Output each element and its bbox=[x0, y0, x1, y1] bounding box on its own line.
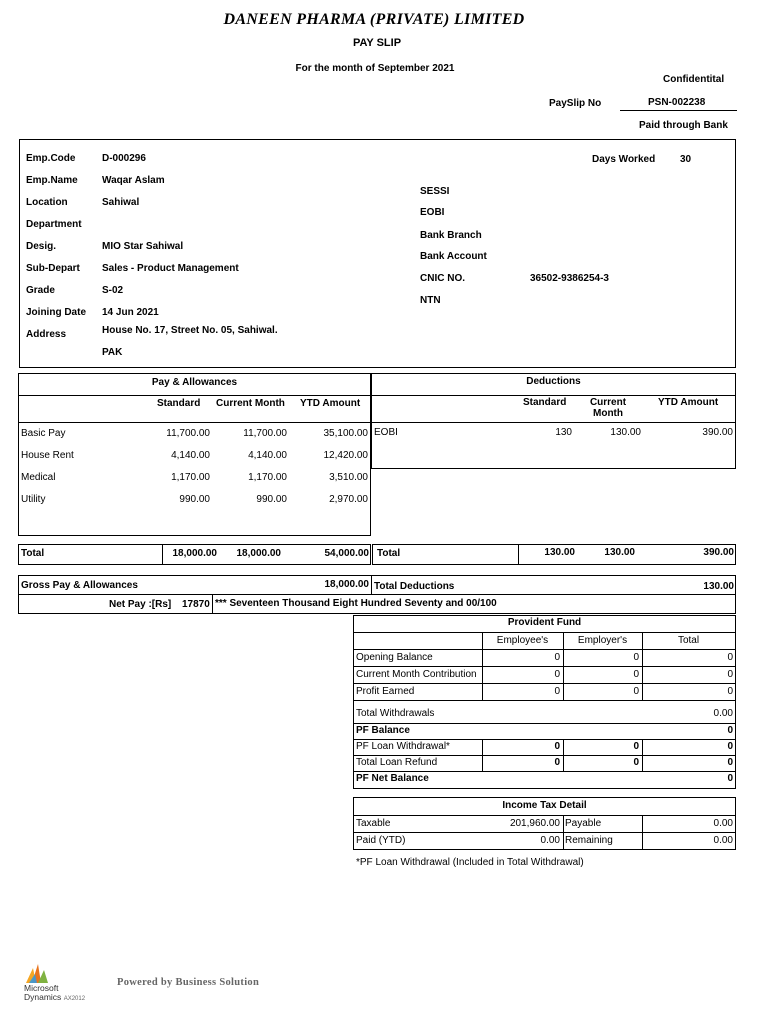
pf-loan-withdrawal-employee: 0 bbox=[554, 741, 560, 752]
allowances-title: Pay & Allowances bbox=[151, 377, 238, 388]
allowance-ytd: 3,510.00 bbox=[329, 472, 368, 483]
cnic-value: 36502-9386254-3 bbox=[530, 273, 609, 284]
logo-version: AX2012 bbox=[63, 996, 86, 1002]
allowance-current: 1,170.00 bbox=[248, 472, 287, 483]
department-label: Department bbox=[26, 219, 82, 230]
sub-department-value: Sales - Product Management bbox=[102, 263, 239, 274]
pf-row-total: 0 bbox=[727, 652, 733, 663]
deductions-total-ytd: 390.00 bbox=[703, 547, 734, 558]
pf-divider bbox=[354, 771, 735, 772]
allowance-standard: 4,140.00 bbox=[171, 450, 210, 461]
tax-divider bbox=[354, 815, 735, 816]
allowance-ytd: 12,420.00 bbox=[323, 450, 368, 461]
deductions-col-current-1: Current bbox=[589, 397, 627, 408]
allowance-standard: 11,700.00 bbox=[166, 428, 210, 439]
gross-pay-value: 18,000.00 bbox=[324, 579, 369, 590]
summary-divider bbox=[19, 594, 735, 595]
pf-col-employee: Employee's bbox=[496, 635, 549, 646]
allowances-col-standard: Standard bbox=[157, 398, 201, 409]
summary-mid-divider bbox=[371, 576, 372, 594]
eobi-label: EOBI bbox=[420, 207, 445, 218]
allowance-ytd: 35,100.00 bbox=[323, 428, 368, 439]
dynamics-logo-icon bbox=[24, 962, 50, 984]
pf-title: Provident Fund bbox=[507, 617, 582, 628]
allowances-total-divider bbox=[162, 545, 163, 564]
confidential-label: Confidentital bbox=[663, 74, 725, 85]
pf-col-total: Total bbox=[677, 635, 700, 646]
allowance-name: House Rent bbox=[21, 450, 74, 461]
pf-divider bbox=[354, 739, 735, 740]
allowances-total-label: Total bbox=[21, 548, 45, 559]
designation-label: Desig. bbox=[26, 241, 57, 252]
pf-loan-withdrawal-label: PF Loan Withdrawal* bbox=[356, 741, 450, 752]
location-value: Sahiwal bbox=[102, 197, 140, 208]
payslip-no: PSN-002238 bbox=[648, 97, 706, 108]
pf-balance-value: 0 bbox=[727, 725, 733, 736]
deduction-standard: 130 bbox=[555, 427, 572, 438]
pf-row-name: Profit Earned bbox=[356, 686, 415, 697]
employee-info-box bbox=[19, 139, 736, 368]
bank-branch-label: Bank Branch bbox=[420, 230, 482, 241]
taxable-label: Taxable bbox=[356, 818, 391, 829]
company-name: DANEEN PHARMA (PRIVATE) LIMITED bbox=[223, 11, 525, 28]
allowance-current: 990.00 bbox=[256, 494, 287, 505]
pay-month: For the month of September 2021 bbox=[295, 63, 455, 74]
deductions-total-current: 130.00 bbox=[604, 547, 635, 558]
days-worked-label: Days Worked bbox=[592, 154, 656, 165]
net-pay-words: *** Seventeen Thousand Eight Hundred Seventy and 00/100 bbox=[215, 598, 497, 609]
pf-divider bbox=[354, 700, 735, 701]
pf-divider bbox=[354, 666, 735, 667]
deductions-col-current-2: Month bbox=[593, 408, 623, 419]
allowance-current: 11,700.00 bbox=[243, 428, 287, 439]
joining-date-value: 14 Jun 2021 bbox=[102, 307, 159, 318]
pf-divider bbox=[354, 755, 735, 756]
pf-row-employer: 0 bbox=[633, 652, 639, 663]
emp-name-value: Waqar Aslam bbox=[102, 175, 165, 186]
address-country: PAK bbox=[102, 347, 123, 358]
allowances-table bbox=[18, 373, 371, 536]
payslip-no-label: PaySlip No bbox=[549, 98, 602, 109]
pf-row-employee: 0 bbox=[554, 669, 560, 680]
pf-net-balance-label: PF Net Balance bbox=[356, 773, 429, 784]
pf-row-employer: 0 bbox=[633, 686, 639, 697]
allowances-total-ytd: 54,000.00 bbox=[324, 548, 369, 559]
pf-col-employer: Employer's bbox=[577, 635, 628, 646]
allowance-name: Medical bbox=[21, 472, 56, 483]
allowances-col-ytd: YTD Amount bbox=[300, 398, 361, 409]
allowances-col-current: Current Month bbox=[216, 398, 285, 409]
pf-row-employee: 0 bbox=[554, 652, 560, 663]
deductions-table bbox=[371, 373, 736, 469]
deduction-current: 130.00 bbox=[610, 427, 641, 438]
pf-loan-withdrawal-total: 0 bbox=[727, 741, 733, 752]
pf-loan-refund-employee: 0 bbox=[554, 757, 560, 768]
pf-row-total: 0 bbox=[727, 686, 733, 697]
remaining-value: 0.00 bbox=[713, 835, 733, 846]
payable-value: 0.00 bbox=[713, 818, 733, 829]
logo-line1: Microsoft bbox=[24, 983, 59, 993]
address-value: House No. 17, Street No. 05, Sahiwal. bbox=[102, 325, 278, 336]
remaining-label: Remaining bbox=[565, 835, 613, 846]
gross-pay-label: Gross Pay & Allowances bbox=[21, 580, 138, 591]
allowances-total-standard: 18,000.00 bbox=[172, 548, 217, 559]
pf-total-withdrawals-value: 0.00 bbox=[713, 708, 733, 719]
total-deductions-label: Total Deductions bbox=[374, 581, 455, 592]
pf-row-name: Current Month Contribution bbox=[356, 669, 477, 680]
income-tax-table bbox=[353, 797, 736, 850]
location-label: Location bbox=[26, 197, 68, 208]
days-worked-value: 30 bbox=[680, 154, 692, 165]
dynamics-logo-text bbox=[24, 984, 85, 1004]
sub-department-label: Sub-Depart bbox=[26, 263, 80, 274]
allowances-total-current: 18,000.00 bbox=[236, 548, 281, 559]
allowance-current: 4,140.00 bbox=[248, 450, 287, 461]
logo-line2: Dynamics bbox=[24, 992, 62, 1002]
grade-label: Grade bbox=[26, 285, 55, 296]
bank-account-label: Bank Account bbox=[420, 251, 487, 262]
pf-divider bbox=[354, 632, 735, 633]
pf-loan-refund-label: Total Loan Refund bbox=[356, 757, 438, 768]
total-deductions-value: 130.00 bbox=[703, 581, 734, 592]
deductions-total-label: Total bbox=[377, 548, 401, 559]
allowance-standard: 1,170.00 bbox=[171, 472, 210, 483]
deductions-total-row bbox=[372, 544, 736, 565]
pf-total-withdrawals-label: Total Withdrawals bbox=[356, 708, 435, 719]
allowances-column-divider bbox=[19, 422, 370, 423]
tax-col-divider bbox=[563, 815, 564, 849]
allowances-header-divider bbox=[19, 395, 370, 396]
pf-balance-label: PF Balance bbox=[356, 725, 410, 736]
pf-row-name: Opening Balance bbox=[356, 652, 433, 663]
ntn-label: NTN bbox=[420, 295, 441, 306]
designation-value: MIO Star Sahiwal bbox=[102, 241, 184, 252]
net-pay-divider bbox=[212, 594, 213, 613]
pf-loan-withdrawal-employer: 0 bbox=[633, 741, 639, 752]
allowance-standard: 990.00 bbox=[179, 494, 210, 505]
sessi-label: SESSI bbox=[420, 186, 450, 197]
allowance-name: Basic Pay bbox=[21, 428, 66, 439]
pf-divider bbox=[354, 683, 735, 684]
summary-box bbox=[18, 575, 736, 614]
net-pay-value: 17870 bbox=[182, 599, 210, 610]
allowance-ytd: 2,970.00 bbox=[329, 494, 368, 505]
paid-ytd-value: 0.00 bbox=[540, 835, 560, 846]
document-title: PAY SLIP bbox=[352, 37, 402, 49]
deductions-col-ytd: YTD Amount bbox=[658, 397, 719, 408]
provident-fund-table bbox=[353, 615, 736, 789]
tax-divider bbox=[354, 832, 735, 833]
pf-divider bbox=[354, 649, 735, 650]
paid-ytd-label: Paid (YTD) bbox=[356, 835, 406, 846]
pf-row-employee: 0 bbox=[554, 686, 560, 697]
pf-loan-refund-total: 0 bbox=[727, 757, 733, 768]
payslip-no-underline bbox=[620, 110, 737, 111]
taxable-value: 201,960.00 bbox=[509, 818, 560, 829]
deductions-title: Deductions bbox=[526, 376, 581, 387]
deduction-name: EOBI bbox=[374, 427, 398, 438]
pf-row-employer: 0 bbox=[633, 669, 639, 680]
joining-date-label: Joining Date bbox=[26, 307, 87, 318]
deductions-header-divider bbox=[372, 395, 735, 396]
emp-code-label: Emp.Code bbox=[26, 153, 76, 164]
deduction-ytd: 390.00 bbox=[702, 427, 733, 438]
deductions-total-standard: 130.00 bbox=[544, 547, 575, 558]
pf-row-total: 0 bbox=[727, 669, 733, 680]
cnic-label: CNIC NO. bbox=[420, 273, 465, 284]
pf-net-balance-value: 0 bbox=[727, 773, 733, 784]
income-tax-title: Income Tax Detail bbox=[502, 800, 587, 811]
payable-label: Payable bbox=[565, 818, 602, 829]
pf-divider bbox=[354, 723, 735, 724]
pf-footnote: *PF Loan Withdrawal (Included in Total Withdrawal) bbox=[356, 857, 584, 868]
allowances-total-row bbox=[18, 544, 371, 565]
address-label: Address bbox=[26, 329, 67, 340]
pf-loan-refund-employer: 0 bbox=[633, 757, 639, 768]
grade-value: S-02 bbox=[102, 285, 124, 296]
emp-code-value: D-000296 bbox=[102, 153, 146, 164]
deductions-col-standard: Standard bbox=[523, 397, 567, 408]
deductions-column-divider bbox=[372, 422, 735, 423]
deductions-total-divider bbox=[518, 545, 519, 564]
net-pay-label: Net Pay :[Rs] bbox=[109, 599, 172, 610]
powered-by: Powered by Business Solution bbox=[117, 977, 260, 988]
payment-mode: Paid through Bank bbox=[639, 120, 728, 131]
allowance-name: Utility bbox=[21, 494, 46, 505]
emp-name-label: Emp.Name bbox=[26, 175, 78, 186]
